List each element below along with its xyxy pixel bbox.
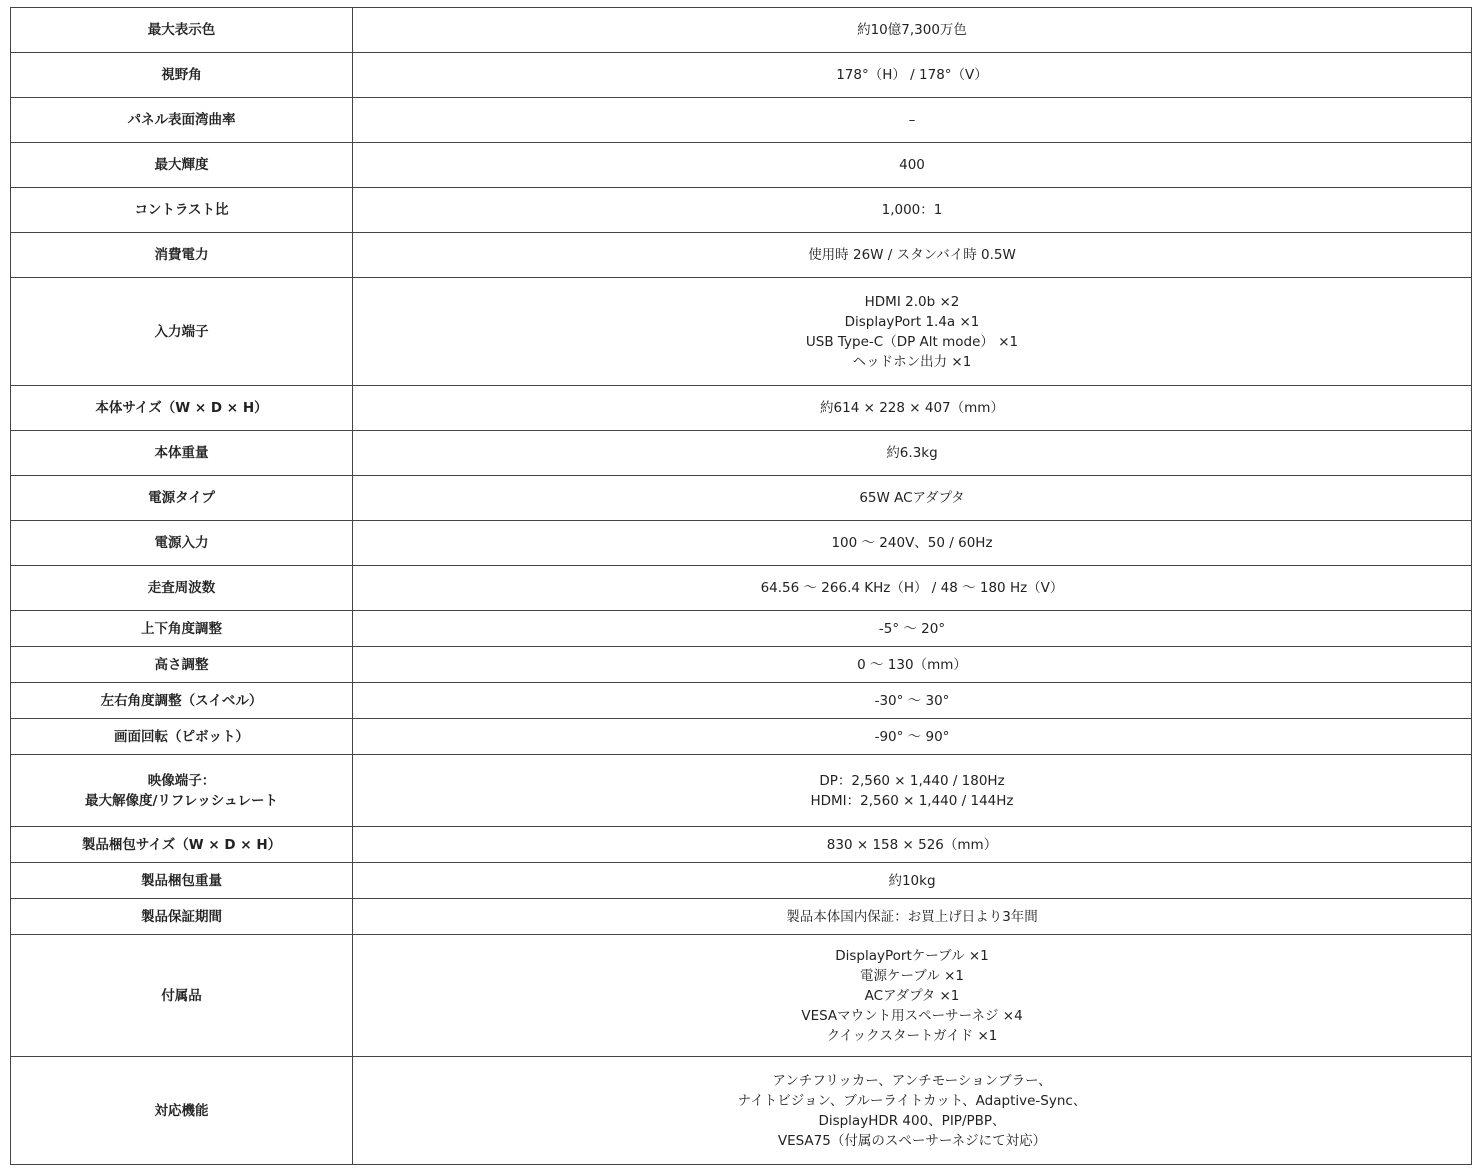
- spec-value: 使用時 26W / スタンバイ時 0.5W: [808, 247, 1016, 263]
- spec-row: [11, 863, 1472, 899]
- spec-row: [11, 647, 1472, 683]
- spec-label-cell: [11, 935, 353, 1057]
- spec-label-cell: [11, 683, 353, 719]
- spec-value: 約10kg: [888, 872, 936, 889]
- spec-row: [11, 566, 1472, 611]
- spec-row: [11, 476, 1472, 521]
- spec-value: DisplayHDR 400、PIP/PBP、: [818, 1112, 1006, 1129]
- spec-label-cell: [11, 1057, 353, 1165]
- spec-value: 100 ～ 240V、50 / 60Hz: [831, 535, 993, 551]
- spec-value: 830 × 158 × 526（mm）: [826, 836, 998, 853]
- spec-label: 本体重量: [154, 445, 209, 461]
- spec-row: [11, 935, 1472, 1057]
- spec-row: [11, 1057, 1472, 1165]
- spec-value-cell: [353, 566, 1472, 611]
- spec-value: 400: [899, 157, 925, 173]
- spec-value: DisplayPort 1.4a ×1: [844, 313, 980, 330]
- spec-value-cell: [353, 143, 1472, 188]
- spec-label-cell: [11, 53, 353, 98]
- spec-label: コントラスト比: [134, 202, 229, 218]
- spec-value: 1,000：1: [881, 202, 943, 218]
- spec-value: -90° ～ 90°: [874, 728, 950, 745]
- spec-row: [11, 755, 1472, 827]
- spec-value: 約6.3kg: [886, 445, 938, 461]
- spec-value: –: [908, 112, 916, 128]
- spec-label: 製品梱包サイズ（W × D × H）: [81, 836, 282, 853]
- spec-value-cell: [353, 827, 1472, 863]
- spec-label: 入力端子: [154, 323, 209, 340]
- spec-value-cell: [353, 233, 1472, 278]
- spec-value-cell: [353, 386, 1472, 431]
- spec-label: 画面回転（ピボット）: [114, 728, 249, 745]
- spec-row: [11, 431, 1472, 476]
- spec-row: [11, 386, 1472, 431]
- spec-value: 製品本体国内保証：お買上げ日より3年間: [786, 908, 1038, 925]
- spec-row: [11, 143, 1472, 188]
- spec-value: -5° ～ 20°: [878, 620, 946, 637]
- spec-row: [11, 8, 1472, 53]
- spec-value-cell: [353, 521, 1472, 566]
- spec-table-body: [11, 8, 1472, 1165]
- spec-row: [11, 188, 1472, 233]
- spec-label: 上下角度調整: [141, 620, 222, 637]
- spec-row: [11, 611, 1472, 647]
- spec-value: VESAマウント用スペーサーネジ ×4: [801, 1007, 1023, 1024]
- spec-value: ナイトビジョン、ブルーライトカット、Adaptive-Sync、: [737, 1092, 1087, 1109]
- spec-value: VESA75（付属のスペーサーネジにて対応）: [777, 1132, 1047, 1149]
- spec-label-cell: [11, 431, 353, 476]
- spec-label: パネル表面湾曲率: [127, 112, 236, 128]
- spec-row: [11, 683, 1472, 719]
- spec-value: ACアダプタ ×1: [864, 987, 960, 1004]
- spec-label-cell: [11, 98, 353, 143]
- spec-value: DP：2,560 × 1,440 / 180Hz: [819, 772, 1005, 789]
- spec-value: 0 ～ 130（mm）: [857, 656, 967, 673]
- spec-value: DisplayPortケーブル ×1: [835, 947, 989, 964]
- spec-label-cell: [11, 863, 353, 899]
- spec-value: 65W ACアダプタ: [859, 490, 965, 506]
- spec-label-cell: [11, 899, 353, 935]
- spec-value: HDMI：2,560 × 1,440 / 144Hz: [810, 792, 1014, 809]
- spec-value: HDMI 2.0b ×2: [864, 293, 960, 310]
- spec-label-cell: [11, 827, 353, 863]
- spec-value: 約10億7,300万色: [857, 22, 967, 38]
- spec-label-cell: [11, 143, 353, 188]
- spec-value: -30° ～ 30°: [874, 692, 950, 709]
- spec-label: 左右角度調整（スイベル）: [100, 692, 263, 709]
- spec-label-cell: [11, 188, 353, 233]
- spec-value-cell: [353, 899, 1472, 935]
- spec-label: 消費電力: [154, 247, 209, 263]
- spec-row: [11, 719, 1472, 755]
- spec-value: 64.56 ～ 266.4 KHz（H） / 48 ～ 180 Hz（V）: [760, 580, 1064, 596]
- spec-value-cell: [353, 935, 1472, 1057]
- spec-label-cell: [11, 386, 353, 431]
- spec-value-cell: [353, 683, 1472, 719]
- spec-label: 視野角: [161, 67, 202, 83]
- spec-label-cell: [11, 521, 353, 566]
- spec-label-cell: [11, 8, 353, 53]
- spec-value-cell: [353, 611, 1472, 647]
- spec-value-cell: [353, 53, 1472, 98]
- spec-value-cell: [353, 1057, 1472, 1165]
- spec-label-cell: [11, 233, 353, 278]
- spec-label: 走査周波数: [147, 580, 216, 596]
- spec-value: 178°（H） / 178°（V）: [836, 67, 988, 83]
- spec-label: 付属品: [161, 987, 202, 1004]
- spec-value-cell: [353, 863, 1472, 899]
- spec-value: アンチフリッカー、アンチモーションブラー、: [772, 1072, 1052, 1089]
- spec-label: 製品梱包重量: [141, 872, 222, 889]
- spec-label-cell: [11, 476, 353, 521]
- spec-label: 本体サイズ（W × D × H）: [95, 400, 268, 416]
- spec-table: [10, 7, 1472, 1165]
- spec-row: [11, 521, 1472, 566]
- spec-label: 最大解像度/リフレッシュレート: [85, 792, 278, 809]
- spec-label-cell: [11, 611, 353, 647]
- spec-value-cell: [353, 98, 1472, 143]
- spec-label-cell: [11, 647, 353, 683]
- spec-label-cell: [11, 566, 353, 611]
- spec-value: USB Type-C（DP Alt mode） ×1: [805, 333, 1019, 350]
- spec-label-cell: [11, 719, 353, 755]
- spec-label: 最大輝度: [154, 157, 209, 173]
- spec-value-cell: [353, 431, 1472, 476]
- spec-row: [11, 53, 1472, 98]
- spec-value-cell: [353, 278, 1472, 386]
- spec-label-cell: [11, 755, 353, 827]
- spec-label: 映像端子：: [147, 772, 216, 789]
- spec-row: [11, 98, 1472, 143]
- spec-label: 高さ調整: [154, 656, 209, 673]
- spec-value: 電源ケーブル ×1: [860, 967, 964, 984]
- spec-label: 製品保証期間: [141, 908, 222, 925]
- spec-label: 電源タイプ: [148, 490, 215, 506]
- spec-label: 電源入力: [154, 535, 209, 551]
- spec-row: [11, 278, 1472, 386]
- spec-value-cell: [353, 188, 1472, 233]
- spec-value: 約614 × 228 × 407（mm）: [820, 400, 1004, 416]
- spec-value-cell: [353, 647, 1472, 683]
- spec-row: [11, 827, 1472, 863]
- spec-label: 最大表示色: [147, 22, 216, 38]
- spec-value-cell: [353, 755, 1472, 827]
- spec-value: ヘッドホン出力 ×1: [852, 353, 972, 370]
- spec-row: [11, 899, 1472, 935]
- spec-value-cell: [353, 8, 1472, 53]
- spec-label-cell: [11, 278, 353, 386]
- spec-row: [11, 233, 1472, 278]
- spec-label: 対応機能: [154, 1102, 209, 1119]
- spec-value-cell: [353, 476, 1472, 521]
- spec-value-cell: [353, 719, 1472, 755]
- spec-value: クイックスタートガイド ×1: [826, 1027, 998, 1044]
